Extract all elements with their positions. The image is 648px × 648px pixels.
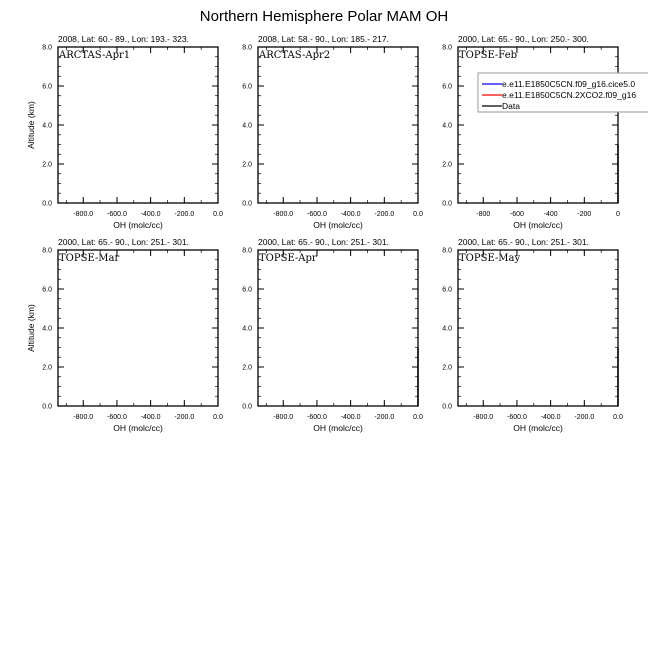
plot-frame — [258, 250, 418, 406]
x-tick-label: -800.0 — [273, 211, 294, 218]
x-tick-label: -400.0 — [140, 211, 161, 218]
y-tick-label: 6.0 — [442, 286, 452, 294]
y-tick-label: 6.0 — [242, 83, 252, 91]
y-tick-label: 6.0 — [242, 286, 252, 294]
x-axis-label: OH (molc/cc) — [113, 423, 163, 433]
y-tick-label: 8.0 — [442, 247, 452, 255]
y-tick-label: 0.0 — [242, 403, 252, 411]
plot-frame — [58, 250, 218, 406]
y-tick-label: 4.0 — [42, 325, 52, 333]
plot-frame — [58, 47, 218, 203]
y-tick-label: 0.0 — [42, 200, 52, 208]
y-tick-label: 4.0 — [242, 122, 252, 130]
y-axis-label: Altitude (km) — [26, 304, 36, 352]
y-tick-label: 8.0 — [42, 44, 52, 52]
plot-frame — [458, 47, 618, 203]
legend-label: e.e11.E1850C5CN.f09_g16.cice5.0 — [502, 79, 636, 89]
x-tick-label: 0.0 — [413, 211, 423, 218]
x-tick-label: -400.0 — [340, 211, 361, 218]
panel-label: ARCTAS-Apr2 — [259, 50, 331, 61]
legend-label: e.e11.E1850C5CN.2XCO2.f09_g16 — [502, 90, 637, 100]
panel-subtitle: 2000, Lat: 65.- 90., Lon: 251.- 301. — [458, 237, 589, 247]
x-tick-label: -600 — [509, 211, 524, 218]
legend-label: Data — [502, 101, 520, 111]
x-tick-label: 0.0 — [213, 414, 223, 421]
x-axis-label: OH (molc/cc) — [313, 423, 363, 433]
x-tick-label: 0.0 — [613, 414, 623, 421]
y-tick-label: 4.0 — [242, 325, 252, 333]
plot-frame — [258, 47, 418, 203]
panel-topse-mar — [26, 237, 223, 433]
x-tick-label: -600.0 — [107, 414, 127, 421]
panel-subtitle: 2008, Lat: 60.- 89., Lon: 193.- 323. — [58, 34, 189, 44]
x-tick-label: -600.0 — [507, 414, 527, 421]
y-tick-label: 6.0 — [42, 286, 52, 294]
panel-topse-apr — [242, 237, 423, 433]
x-tick-label: -800.0 — [273, 414, 294, 421]
panel-arctas-apr2 — [242, 34, 423, 230]
panel-subtitle: 2000, Lat: 65.- 90., Lon: 251.- 301. — [58, 237, 189, 247]
y-tick-label: 4.0 — [442, 325, 452, 333]
panel-topse-may — [442, 237, 623, 433]
x-tick-label: 0.0 — [413, 414, 423, 421]
x-axis-label: OH (molc/cc) — [113, 220, 163, 230]
y-tick-label: 0.0 — [242, 200, 252, 208]
y-tick-label: 2.0 — [442, 364, 452, 372]
panel-arctas-apr1 — [26, 34, 223, 230]
figure-title: Northern Hemisphere Polar MAM OH — [199, 8, 449, 25]
y-tick-label: 8.0 — [242, 44, 252, 52]
panel-subtitle: 2000, Lat: 65.- 90., Lon: 251.- 301. — [258, 237, 389, 247]
y-tick-label: 4.0 — [42, 122, 52, 130]
x-tick-label: -200.0 — [174, 211, 195, 218]
panel-label: ARCTAS-Apr1 — [59, 50, 131, 61]
x-tick-label: -200.0 — [174, 414, 195, 421]
x-tick-label: -800.0 — [473, 414, 494, 421]
y-tick-label: 2.0 — [242, 364, 252, 372]
y-tick-label: 2.0 — [242, 161, 252, 169]
x-axis-label: OH (molc/cc) — [513, 220, 563, 230]
x-tick-label: -600.0 — [107, 211, 127, 218]
x-tick-label: -400.0 — [340, 414, 361, 421]
y-tick-label: 0.0 — [42, 403, 52, 411]
x-tick-label: -200.0 — [574, 414, 595, 421]
y-tick-label: 2.0 — [442, 161, 452, 169]
panel-label: TOPSE-Apr — [259, 253, 317, 264]
x-tick-label: -200.0 — [374, 211, 395, 218]
plot-frame — [458, 250, 618, 406]
x-tick-label: 0 — [616, 211, 620, 218]
y-tick-label: 6.0 — [442, 83, 452, 91]
y-tick-label: 2.0 — [42, 364, 52, 372]
x-tick-label: -800 — [476, 211, 491, 218]
x-tick-label: -400 — [543, 211, 558, 218]
panel-subtitle: 2000, Lat: 65.- 90., Lon: 250.- 300. — [458, 34, 589, 44]
x-tick-label: 0.0 — [213, 211, 223, 218]
x-tick-label: -200.0 — [374, 414, 395, 421]
y-tick-label: 4.0 — [442, 122, 452, 130]
y-tick-label: 6.0 — [42, 83, 52, 91]
x-tick-label: -600.0 — [307, 211, 327, 218]
x-axis-label: OH (molc/cc) — [313, 220, 363, 230]
y-tick-label: 8.0 — [442, 44, 452, 52]
y-tick-label: 0.0 — [442, 403, 452, 411]
x-axis-label: OH (molc/cc) — [513, 423, 563, 433]
y-tick-label: 2.0 — [42, 161, 52, 169]
x-tick-label: -800.0 — [73, 211, 94, 218]
panel-label: TOPSE-Feb — [459, 50, 518, 61]
panel-topse-feb — [442, 34, 620, 230]
x-tick-label: -400.0 — [540, 414, 561, 421]
y-tick-label: 0.0 — [442, 200, 452, 208]
x-tick-label: -800.0 — [73, 414, 94, 421]
x-tick-label: -600.0 — [307, 414, 327, 421]
x-tick-label: -400.0 — [140, 414, 161, 421]
panel-label: TOPSE-Mar — [59, 253, 120, 264]
legend — [478, 73, 648, 112]
x-tick-label: -200 — [577, 211, 592, 218]
panel-label: TOPSE-May — [459, 253, 521, 264]
panel-subtitle: 2008, Lat: 58.- 90., Lon: 185.- 217. — [258, 34, 389, 44]
y-tick-label: 8.0 — [42, 247, 52, 255]
y-tick-label: 8.0 — [242, 247, 252, 255]
y-axis-label: Altitude (km) — [26, 101, 36, 149]
